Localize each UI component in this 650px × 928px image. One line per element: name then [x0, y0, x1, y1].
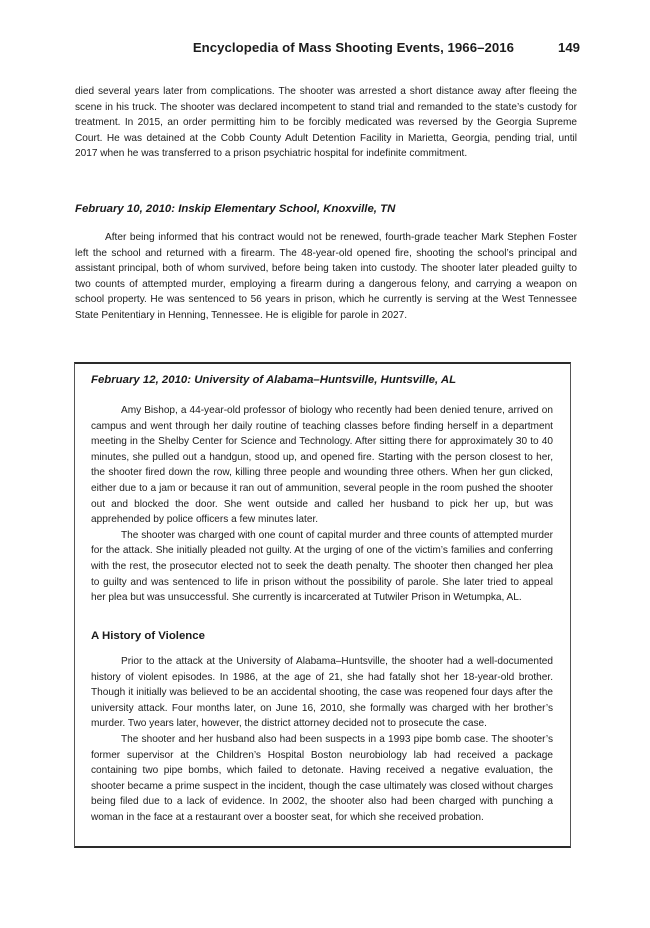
inskip-section-heading: February 10, 2010: Inskip Elementary School, Knoxville, TN	[75, 203, 396, 215]
sidebar-heading: February 12, 2010: University of Alabama–Huntsville, Huntsville, AL	[91, 374, 457, 386]
book-title: Encyclopedia of Mass Shooting Events, 1966–2016	[192, 40, 514, 55]
history-paragraph: Prior to the attack at the University of Alabama–Huntsville, the shooter had a well-documented history of violent episodes. In 1986, at the age of 21, she had fatally shot her 18-year-old brother. Though it initially was believed to be an accidental shooting, the case was reopened four days after the university attack. Four months later, on June 16, 2010, she formally was charged with her brother’s murder. Two years later, however, the district attorney decided not to prosecute the case.	[91, 656, 553, 730]
intro-paragraph: died several years later from complications. The shooter was arrested a short distance away after fleeing the scene in his truck. The shooter was declared incompetent to stand trial and remanded to the state’s custody for treatment. In 2015, an order permitting him to be forcibly medicated was reversed by the Georgia Supreme Court. He was detained at the Cobb County Adult Detention Facility in Marietta, Georgia, pending trial, until 2017 when he was transferred to a prison psychiatric hospital for indefinite commitment.	[75, 86, 577, 160]
running-head	[0, 40, 650, 60]
history-subheading: A History of Violence	[91, 630, 205, 642]
intro-text-block	[75, 84, 577, 162]
sidebar-body	[91, 403, 553, 606]
page-number: 149	[557, 40, 580, 55]
sidebar-paragraph: Amy Bishop, a 44-year-old professor of biology who recently had been denied tenure, arrived on campus and went through her daily routine of teaching classes before finding herself in a department meeting in the Shelby Center for Science and Technology. After sitting there for approximately 30 to 40 minutes, she pulled out a handgun, stood up, and opened fire. Starting with the person closest to her, the shooter fired down the row, killing three people and wounding three others. When her gun clicked, either due to a jam or because it ran out of ammunition, several people in the room pushed the shooter out and blocked the door. She went outside and called her husband to pick her up, but was apprehended by police officers a few minutes later.	[91, 405, 553, 526]
inskip-text-block	[75, 230, 577, 324]
history-body	[91, 654, 553, 826]
history-paragraph: The shooter and her husband also had been suspects in a 1993 pipe bomb case. The shooter’s former supervisor at the Children’s Hospital Boston neurobiology lab had received a package containing two pipe bombs, which failed to detonate. Having received a negative evaluation, the shooter became a prime suspect in the incident, though the case ultimately was closed without charges being filed due to a lack of evidence. In 2002, the shooter also had been charged with punching a woman in the face at a restaurant over a booster seat, for which she received probation.	[91, 733, 553, 823]
sidebar-box	[74, 362, 571, 848]
inskip-paragraph: After being informed that his contract would not be renewed, fourth-grade teacher Mark Stephen Foster left the school and returned with a firearm. The 48-year-old opened fire, shooting the school’s principal and assistant principal, both of whom survived, before being taken into custody. The shooter later pleaded guilty to two counts of attempted murder, employing a firearm during a dangerous felony, and carrying a weapon on school property. He was sentenced to 56 years in prison, which he currently is serving at the West Tennessee State Penitentiary in Henning, Tennessee. He is eligible for parole in 2027.	[75, 232, 577, 321]
sidebar-paragraph: The shooter was charged with one count of capital murder and three counts of attempted murder for the attack. She initially pleaded not guilty. At the urging of one of the victim’s families and conferring with the rest, the prosecutor elected not to seek the death penalty. The shooter then changed her plea to guilty and was sentenced to life in prison without the possibility of parole. She later tried to appeal her plea but was unsuccessful. She currently is incarcerated at Tutwiler Prison in Wetumpka, AL.	[91, 529, 553, 604]
